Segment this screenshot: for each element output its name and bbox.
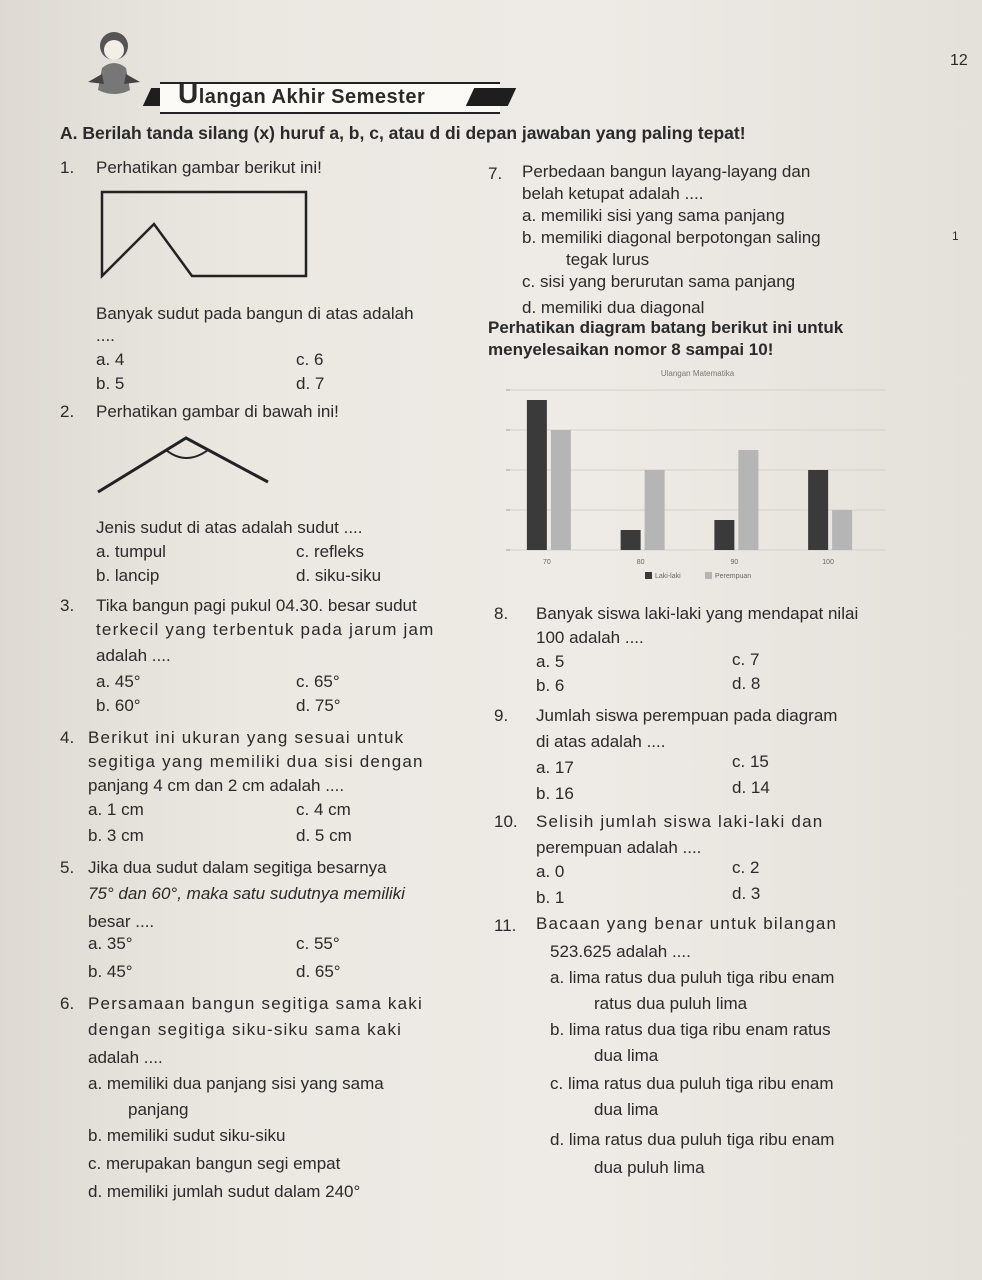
q2-number: 2.: [60, 402, 75, 421]
q5-line2: 75° dan 60°, maka satu sudutnya memiliki: [88, 884, 405, 903]
q10-option-d[interactable]: d. 3: [732, 884, 761, 903]
q1-shape-figure: [100, 190, 310, 280]
instruction: A. Berilah tanda silang (x) huruf a, b, c, atau d di depan jawaban yang paling tepat!: [60, 123, 746, 143]
header-title: Ulangan Akhir Semester: [178, 78, 426, 109]
chart-intro-line2: menyelesaikan nomor 8 sampai 10!: [488, 340, 774, 359]
q7-option-c[interactable]: c. sisi yang berurutan sama panjang: [522, 272, 796, 291]
legend-label-laki-laki: Laki-laki: [655, 573, 681, 580]
q7-number: 7.: [488, 164, 503, 183]
q4-option-b[interactable]: b. 3 cm: [88, 826, 144, 845]
page-number: 12: [950, 52, 968, 69]
chart-x-tick-label: 80: [636, 559, 645, 566]
q8-option-c[interactable]: c. 7: [732, 650, 760, 669]
q4-option-d[interactable]: d. 5 cm: [296, 826, 352, 845]
q11-option-d[interactable]: d. lima ratus dua puluh tiga ribu enam: [550, 1130, 835, 1149]
q6-option-d[interactable]: d. memiliki jumlah sudut dalam 240°: [88, 1182, 361, 1201]
q1-option-b[interactable]: b. 5: [96, 374, 125, 393]
q11-option-c-cont: dua lima: [594, 1100, 659, 1119]
q8-line2: 100 adalah ....: [536, 628, 644, 647]
q2-option-a[interactable]: a. tumpul: [96, 542, 166, 561]
q5-line1: Jika dua sudut dalam segitiga besarnya: [88, 858, 387, 877]
q3-number: 3.: [60, 596, 75, 615]
q11-option-d-cont: dua puluh lima: [594, 1158, 705, 1177]
q4-line1: Berikut ini ukuran yang sesuai untuk: [88, 728, 405, 747]
q10-line2: perempuan adalah ....: [536, 838, 702, 857]
q3-option-c[interactable]: c. 65°: [296, 672, 340, 691]
q10-option-c[interactable]: c. 2: [732, 858, 760, 877]
q8-line1: Banyak siswa laki-laki yang mendapat nilai: [536, 604, 859, 623]
q11-option-a[interactable]: a. lima ratus dua puluh tiga ribu enam: [550, 968, 835, 987]
bar-perempuan-90: [738, 450, 758, 550]
q2-option-c[interactable]: c. refleks: [296, 542, 365, 561]
bar-laki-laki-100: [808, 470, 828, 550]
legend-label-perempuan: Perempuan: [715, 573, 752, 580]
q7-line2: belah ketupat adalah ....: [522, 184, 704, 203]
q9-option-a[interactable]: a. 17: [536, 758, 574, 777]
q7-option-d[interactable]: d. memiliki dua diagonal: [522, 298, 705, 317]
q7-option-b-cont: tegak lurus: [566, 250, 650, 269]
q5-option-b[interactable]: b. 45°: [88, 962, 133, 981]
chart-intro-line1: Perhatikan diagram batang berikut ini untuk: [488, 318, 844, 337]
chart-x-tick-label: 100: [822, 559, 834, 566]
q11-line2: 523.625 adalah ....: [550, 942, 691, 961]
bar-laki-laki-70: [527, 400, 547, 550]
q7-option-a[interactable]: a. memiliki sisi yang sama panjang: [522, 206, 785, 225]
chart-title: Ulangan Matematika: [660, 369, 735, 378]
q2-option-b[interactable]: b. lancip: [96, 566, 160, 585]
q9-number: 9.: [494, 706, 509, 725]
q6-option-a-cont: panjang: [128, 1100, 189, 1119]
header-decoration-right: [466, 88, 516, 106]
q1-dots: ....: [96, 326, 115, 345]
q11-option-b[interactable]: b. lima ratus dua tiga ribu enam ratus: [550, 1020, 831, 1039]
q4-line2: segitiga yang memiliki dua sisi dengan: [88, 752, 424, 771]
q1-number: 1.: [60, 158, 75, 177]
q3-option-a[interactable]: a. 45°: [96, 672, 141, 691]
q9-line2: di atas adalah ....: [536, 732, 666, 751]
q2-angle-figure: [96, 426, 276, 496]
q8-option-a[interactable]: a. 5: [536, 652, 565, 671]
q1-option-c[interactable]: c. 6: [296, 350, 324, 369]
q8-number: 8.: [494, 604, 509, 623]
bar-chart: [500, 364, 890, 584]
q6-option-a[interactable]: a. memiliki dua panjang sisi yang sama: [88, 1074, 384, 1093]
bar-perempuan-100: [832, 510, 852, 550]
q7-option-b[interactable]: b. memiliki diagonal berpotongan saling: [522, 228, 821, 247]
chart-x-tick-label: 70: [542, 559, 551, 566]
q6-line3: adalah ....: [88, 1048, 163, 1067]
bar-laki-laki-80: [621, 530, 641, 550]
q5-option-a[interactable]: a. 35°: [88, 934, 133, 953]
q1-option-a[interactable]: a. 4: [96, 350, 125, 369]
q11-option-a-cont: ratus dua puluh lima: [594, 994, 748, 1013]
q10-option-a[interactable]: a. 0: [536, 862, 565, 881]
q4-option-c[interactable]: c. 4 cm: [296, 800, 351, 819]
q10-option-b[interactable]: b. 1: [536, 888, 565, 907]
legend-swatch-laki-laki: [645, 572, 652, 579]
q5-line3: besar ....: [88, 912, 155, 931]
q8-option-b[interactable]: b. 6: [536, 676, 565, 695]
q11-option-c[interactable]: c. lima ratus dua puluh tiga ribu enam: [550, 1074, 834, 1093]
q6-line2: dengan segitiga siku-siku sama kaki: [88, 1020, 403, 1039]
q1-stem: Banyak sudut pada bangun di atas adalah: [96, 304, 414, 323]
student-mascot-icon: [78, 28, 148, 108]
q6-number: 6.: [60, 994, 75, 1013]
q5-option-d[interactable]: d. 65°: [296, 962, 341, 981]
q3-line1: Tika bangun pagi pukul 04.30. besar sudut: [96, 596, 417, 615]
q9-line1: Jumlah siswa perempuan pada diagram: [536, 706, 838, 725]
q10-number: 10.: [494, 812, 518, 831]
q3-line3: adalah ....: [96, 646, 171, 665]
q2-option-d[interactable]: d. siku-siku: [296, 566, 382, 585]
q6-line1: Persamaan bangun segitiga sama kaki: [88, 994, 423, 1013]
q11-option-b-cont: dua lima: [594, 1046, 659, 1065]
q9-option-c[interactable]: c. 15: [732, 752, 769, 771]
bar-perempuan-70: [551, 430, 571, 550]
q5-option-c[interactable]: c. 55°: [296, 934, 340, 953]
q7-line1: Perbedaan bangun layang-layang dan: [522, 162, 811, 181]
q6-option-c[interactable]: c. merupakan bangun segi empat: [88, 1154, 341, 1173]
q11-number: 11.: [494, 916, 517, 935]
q11-line1: Bacaan yang benar untuk bilangan: [536, 914, 838, 933]
q3-option-b[interactable]: b. 60°: [96, 696, 141, 715]
q2-stem: Jenis sudut di atas adalah sudut ....: [96, 518, 363, 537]
bar-laki-laki-90: [714, 520, 734, 550]
q2-text: Perhatikan gambar di bawah ini!: [96, 402, 339, 421]
legend-swatch-perempuan: [705, 572, 712, 579]
chart-x-tick-label: 90: [730, 559, 739, 566]
q4-number: 4.: [60, 728, 75, 747]
q4-line3: panjang 4 cm dan 2 cm adalah ....: [88, 776, 345, 795]
q4-option-a[interactable]: a. 1 cm: [88, 800, 144, 819]
q6-option-b[interactable]: b. memiliki sudut siku-siku: [88, 1126, 286, 1145]
q3-option-d[interactable]: d. 75°: [296, 696, 341, 715]
q3-line2: terkecil yang terbentuk pada jarum jam: [96, 620, 435, 639]
q10-line1: Selisih jumlah siswa laki-laki dan: [536, 812, 824, 831]
q1-text: Perhatikan gambar berikut ini!: [96, 158, 322, 177]
header-banner: [160, 78, 500, 114]
q5-number: 5.: [60, 858, 75, 877]
q8-option-d[interactable]: d. 8: [732, 674, 761, 693]
margin-mark: 1: [952, 229, 959, 243]
q1-option-d[interactable]: d. 7: [296, 374, 325, 393]
q9-option-d[interactable]: d. 14: [732, 778, 770, 797]
bar-perempuan-80: [645, 470, 665, 550]
q9-option-b[interactable]: b. 16: [536, 784, 574, 803]
